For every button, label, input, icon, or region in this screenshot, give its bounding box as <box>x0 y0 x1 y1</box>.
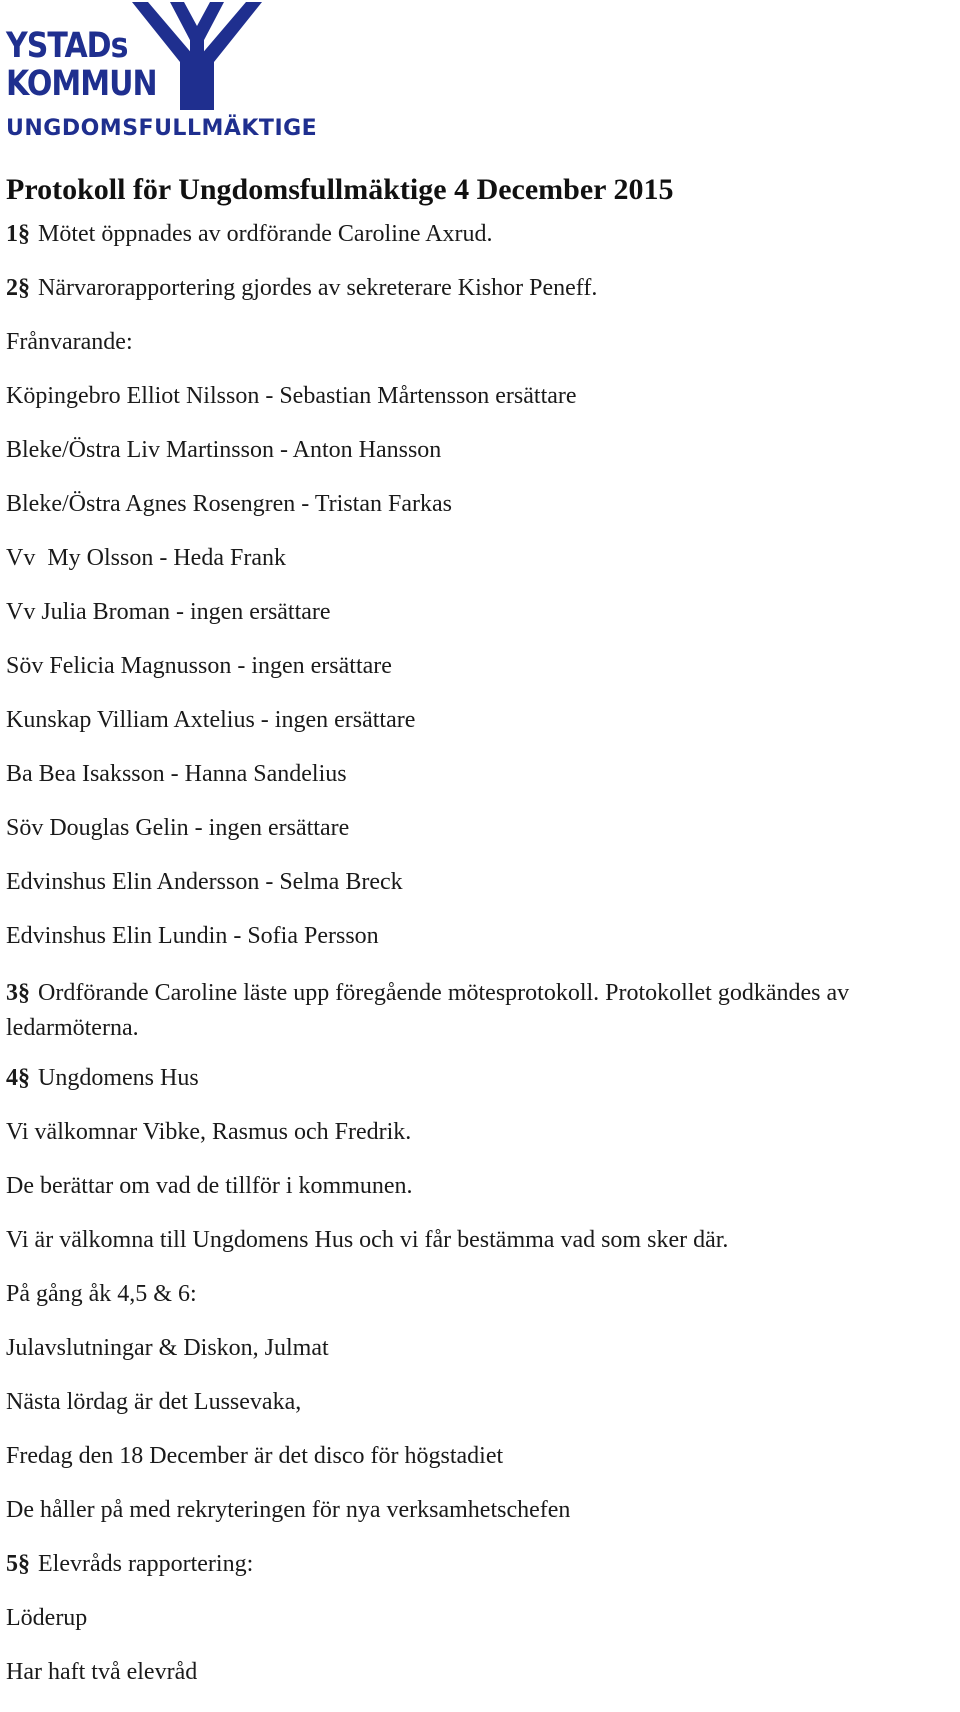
logo-subtitle: UNGDOMSFULLMÄKTIGE <box>6 116 318 141</box>
protocol-line <box>6 382 956 410</box>
protocol-line <box>6 544 956 572</box>
protocol-line <box>6 328 956 356</box>
protocol-line <box>6 490 956 518</box>
paragraph-mark: § <box>18 275 30 301</box>
line-text: Vv Julia Broman - ingen ersättare <box>6 599 331 625</box>
protocol-line <box>6 1118 956 1146</box>
paragraph-mark: § <box>18 1551 30 1577</box>
ystad-kommun-logo <box>6 2 336 142</box>
section-line-4 <box>6 1064 956 1092</box>
line-text: Löderup <box>6 1605 88 1631</box>
section-line-3 <box>6 976 956 1046</box>
logo-line-ystads: YSTADs <box>6 26 128 67</box>
line-text: De håller på med rekryteringen för nya verksamhetschefen <box>6 1497 571 1523</box>
line-text: Julavslutningar & Diskon, Julmat <box>6 1335 329 1361</box>
protocol-line <box>6 706 956 734</box>
paragraph-mark: § <box>18 221 30 247</box>
line-text: Närvarorapportering gjordes av sekreterare Kishor Peneff. <box>38 275 598 301</box>
line-text: Vi välkomnar Vibke, Rasmus och Fredrik. <box>6 1119 412 1145</box>
line-text: Köpingebro Elliot Nilsson - Sebastian Mårtensson ersättare <box>6 383 577 409</box>
protocol-line <box>6 1604 956 1632</box>
line-text: Vi är välkomna till Ungdomens Hus och vi får bestämma vad som sker där. <box>6 1227 729 1253</box>
line-text: Frånvarande: <box>6 329 133 355</box>
protocol-line <box>6 868 956 896</box>
line-text: Bleke/Östra Agnes Rosengren - Tristan Farkas <box>6 491 452 517</box>
line-text: De berättar om vad de tillför i kommunen. <box>6 1173 413 1199</box>
protocol-lines <box>6 220 956 1686</box>
section-line-2 <box>6 274 956 302</box>
protocol-line <box>6 1172 956 1200</box>
line-text: Nästa lördag är det Lussevaka, <box>6 1389 302 1415</box>
paragraph-mark: § <box>18 980 30 1006</box>
line-text: Söv Douglas Gelin - ingen ersättare <box>6 815 350 841</box>
line-text: På gång åk 4,5 & 6: <box>6 1281 197 1307</box>
protocol-line <box>6 814 956 842</box>
line-text: Ba Bea Isaksson - Hanna Sandelius <box>6 761 347 787</box>
section-line-1 <box>6 220 956 248</box>
protocol-line <box>6 1334 956 1362</box>
section-number: 1 <box>6 221 18 247</box>
protocol-line <box>6 1388 956 1416</box>
section-line-5 <box>6 1550 956 1578</box>
section-number: 3 <box>6 980 18 1006</box>
line-text: Ungdomens Hus <box>38 1065 199 1091</box>
protocol-line <box>6 1226 956 1254</box>
line-text: Har haft två elevråd <box>6 1659 198 1685</box>
line-text: Bleke/Östra Liv Martinsson - Anton Hansson <box>6 437 442 463</box>
protocol-line <box>6 436 956 464</box>
line-text: Elevråds rapportering: <box>38 1551 254 1577</box>
protocol-line <box>6 1280 956 1308</box>
logo-line-kommun: KOMMUN <box>6 64 157 105</box>
line-text: Ordförande Caroline läste upp föregående mötesprotokoll. Protokollet godkändes av ledarmöterna. <box>6 980 856 1041</box>
section-number: 4 <box>6 1065 18 1091</box>
line-text: Kunskap Villiam Axtelius - ingen ersättare <box>6 707 416 733</box>
protocol-line <box>6 1496 956 1524</box>
section-number: 5 <box>6 1551 18 1577</box>
protocol-line <box>6 598 956 626</box>
line-text: Mötet öppnades av ordförande Caroline Axrud. <box>38 221 493 247</box>
document-title: Protokoll för Ungdomsfullmäktige 4 December 2015 <box>6 173 674 206</box>
line-text: Vv My Olsson - Heda Frank <box>6 545 286 571</box>
protocol-line <box>6 760 956 788</box>
protocol-line <box>6 1442 956 1470</box>
line-text: Söv Felicia Magnusson - ingen ersättare <box>6 653 392 679</box>
protocol-document <box>6 170 956 1712</box>
line-text: Fredag den 18 December är det disco för högstadiet <box>6 1443 504 1469</box>
protocol-line <box>6 1658 956 1686</box>
paragraph-mark: § <box>18 1065 30 1091</box>
protocol-line <box>6 922 956 950</box>
section-number: 2 <box>6 275 18 301</box>
line-text: Edvinshus Elin Lundin - Sofia Persson <box>6 923 379 949</box>
protocol-line <box>6 652 956 680</box>
line-text: Edvinshus Elin Andersson - Selma Breck <box>6 869 403 895</box>
